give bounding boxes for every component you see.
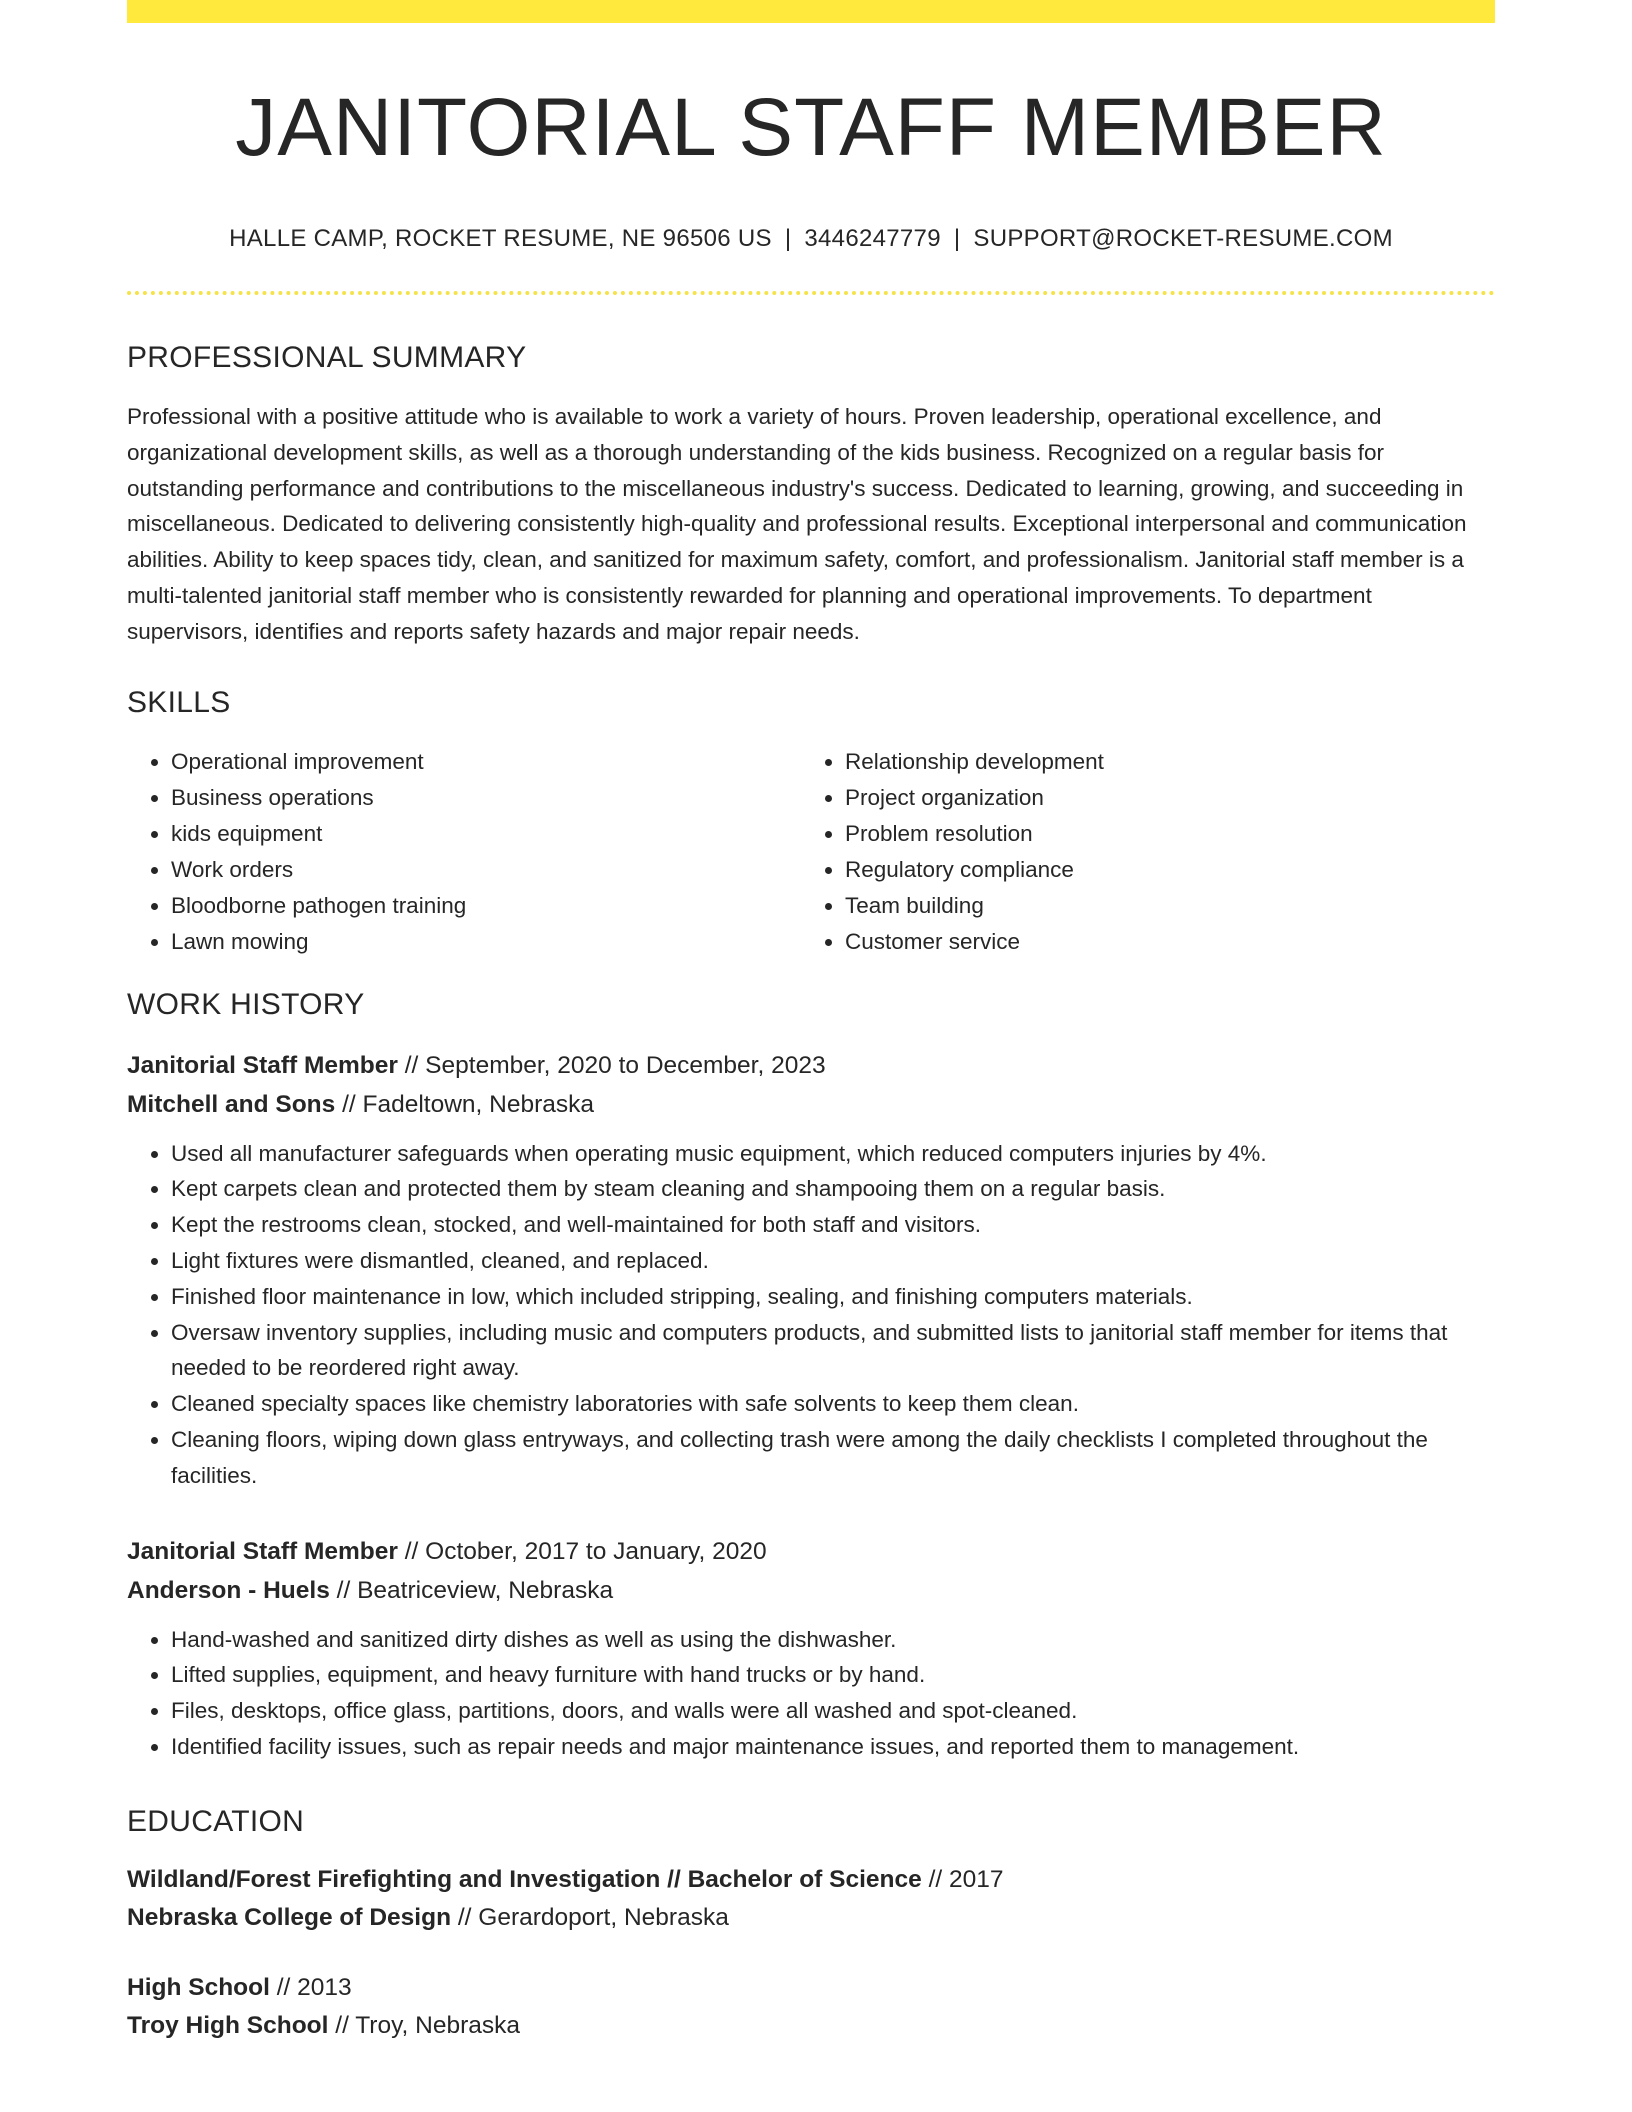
education-entry [127,1969,1495,2045]
job-bullet: • Identified facility issues, such as repair needs and major maintenance issues, and reported them to management. [171,1729,1495,1765]
job-entry [127,1532,1495,1765]
job-company: Mitchell and Sons [127,1090,336,1118]
job-bullet: • Files, desktops, office glass, partitions, doors, and walls were all washed and spot-cleaned. [171,1693,1495,1729]
skill-item: • Operational improvement [171,744,801,780]
contact-separator: | [953,225,961,253]
skill-item: • Project organization [845,780,1475,816]
education-year: // 2017 [921,1865,1004,1893]
skill-item: • Regulatory compliance [845,852,1475,888]
section-title-summary: PROFESSIONAL SUMMARY [127,341,527,375]
education-location: // Troy, Nebraska [328,2011,520,2039]
skill-item: • Team building [845,888,1475,924]
job-bullets [127,1622,1495,1765]
job-dates: // September, 2020 to December, 2023 [397,1051,826,1079]
job-bullet: • Finished floor maintenance in low, which included stripping, sealing, and finishing computers materials. [171,1279,1495,1315]
contact-phone[interactable]: 3446247779 [804,225,941,253]
job-bullet: • Cleaning floors, wiping down glass entryways, and collecting trash were among the daily checklists I completed throughout the facilities. [171,1422,1495,1494]
education-degree: Wildland/Forest Firefighting and Investigation // Bachelor of Science [127,1865,922,1893]
accent-top-bar [127,0,1495,23]
skill-item: • Customer service [845,924,1475,960]
contact-separator: | [784,225,792,253]
job-dates: // October, 2017 to January, 2020 [397,1537,767,1565]
skill-item: • Problem resolution [845,816,1475,852]
job-title-line [127,1046,1495,1085]
education-entry [127,1861,1495,1937]
resume-page [127,0,1495,2045]
skills-column-right [801,744,1475,960]
skill-item: • Business operations [171,780,801,816]
job-role: Janitorial Staff Member [127,1537,398,1565]
skill-item: • Work orders [171,852,801,888]
job-company: Anderson - Huels [127,1576,330,1604]
contact-line [127,225,1495,253]
education-school-line [127,1899,1495,1937]
skills-column-left [127,744,801,960]
job-bullet: • Kept the restrooms clean, stocked, and well-maintained for both staff and visitors. [171,1207,1495,1243]
job-bullet: • Hand-washed and sanitized dirty dishes as well as using the dishwasher. [171,1622,1495,1658]
contact-email[interactable]: SUPPORT@ROCKET-RESUME.COM [973,225,1393,253]
job-company-line [127,1085,1495,1124]
summary-text: Professional with a positive attitude who is available to work a variety of hours. Proven leadership, operational excellence, and organizational development skills, as well as a thorough understanding of the kids business. Recognized on a regular basis for outstanding performance and contributions to the miscellaneous industry's success. Dedicated to learning, growing, and succeeding in miscellaneous. Dedicated to delivering consistently high-quality and professional results. Exceptional interpersonal and communication abilities. Ability to keep spaces tidy, clean, and sanitized for maximum safety, comfort, and professionalism. Janitorial staff member is a multi-talented janitorial staff member who is consistently rewarded for planning and operational improvements. To department supervisors, identifies and reports safety hazards and major repair needs. [127,404,1467,644]
skill-item: • kids equipment [171,816,801,852]
education-degree-line [127,1861,1495,1899]
contact-address: HALLE CAMP, ROCKET RESUME, NE 96506 US [229,225,772,253]
education-degree: High School [127,1973,270,2001]
skills-list [127,744,1495,960]
education-year: // 2013 [269,1973,352,2001]
education-school: Troy High School [127,2011,329,2039]
job-bullet: • Used all manufacturer safeguards when operating music equipment, which reduced computers injuries by 4%. [171,1136,1495,1172]
resume-name: JANITORIAL STAFF MEMBER [235,82,1387,173]
dotted-divider [127,291,1495,295]
skill-item: • Relationship development [845,744,1475,780]
skill-item: • Bloodborne pathogen training [171,888,801,924]
job-bullet: • Cleaned specialty spaces like chemistry laboratories with safe solvents to keep them clean. [171,1386,1495,1422]
job-bullet: • Kept carpets clean and protected them by steam cleaning and shampooing them on a regular basis. [171,1171,1495,1207]
education-degree-line [127,1969,1495,2007]
job-entry [127,1046,1495,1494]
section-title-work-history: WORK HISTORY [127,987,365,1021]
education-school: Nebraska College of Design [127,1903,452,1931]
job-bullet: • Oversaw inventory supplies, including music and computers products, and submitted lists to janitorial staff member for items that needed to be reordered right away. [171,1315,1495,1387]
education-location: // Gerardoport, Nebraska [451,1903,729,1931]
job-bullets [127,1136,1495,1494]
education-school-line [127,2007,1495,2045]
section-title-skills: SKILLS [127,685,231,719]
job-bullet: • Light fixtures were dismantled, cleaned, and replaced. [171,1243,1495,1279]
skill-item: • Lawn mowing [171,924,801,960]
section-title-education: EDUCATION [127,1804,305,1838]
job-role: Janitorial Staff Member [127,1051,398,1079]
job-location: // Beatriceview, Nebraska [329,1576,614,1604]
job-title-line [127,1532,1495,1571]
job-company-line [127,1571,1495,1610]
job-bullet: • Lifted supplies, equipment, and heavy furniture with hand trucks or by hand. [171,1657,1495,1693]
job-location: // Fadeltown, Nebraska [335,1090,595,1118]
